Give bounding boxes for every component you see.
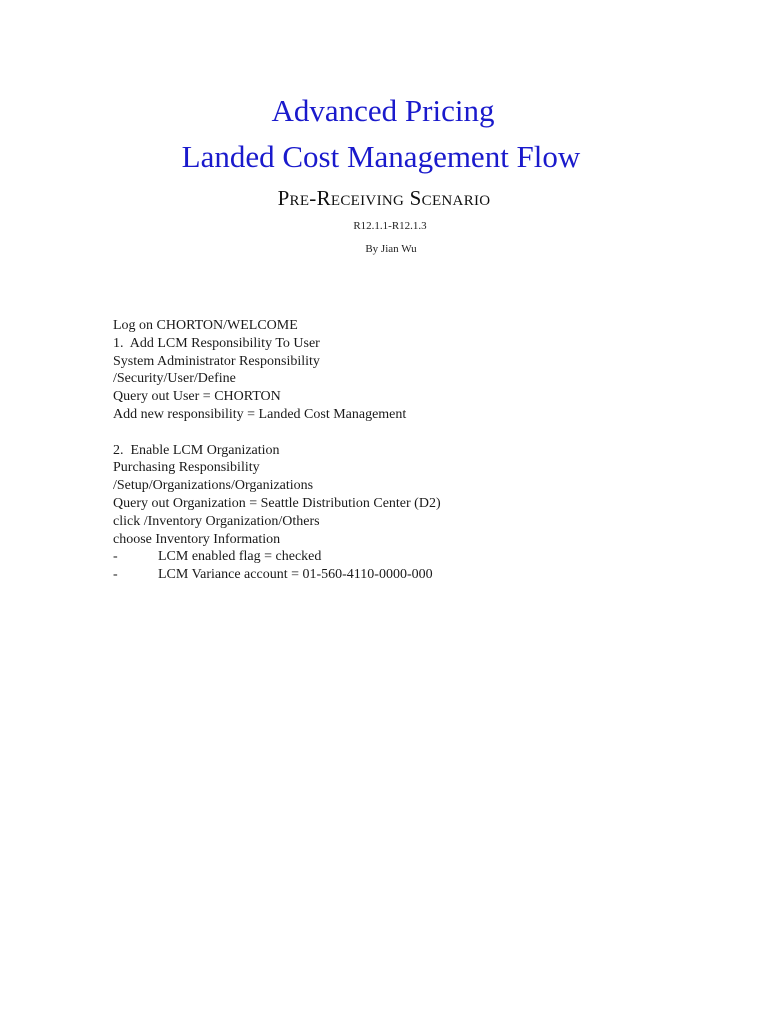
- section2-line: choose Inventory Information: [113, 531, 281, 547]
- author-text: By Jian Wu: [365, 243, 417, 255]
- section2-line: click /Inventory Organization/Others: [113, 513, 320, 529]
- document-body: [113, 317, 673, 584]
- document-subtitle: Pre-Receiving Scenario: [277, 186, 491, 210]
- bullet-item: [113, 566, 673, 584]
- bullet-text: LCM enabled flag = checked: [158, 549, 322, 565]
- bullet-dash: -: [113, 549, 118, 565]
- login-instruction: Log on CHORTON/WELCOME: [113, 318, 298, 333]
- bullet-text: LCM Variance account = 01-560-4110-0000-000: [158, 567, 433, 583]
- bullet-dash: -: [113, 567, 118, 583]
- document-title-line-2: Landed Cost Management Flow: [181, 139, 581, 174]
- section2-line: /Setup/Organizations/Organizations: [113, 478, 314, 494]
- section1-line: /Security/User/Define: [113, 371, 236, 387]
- bullet-item: [113, 548, 673, 566]
- section-heading-1: 1. Add LCM Responsibility To User: [113, 335, 320, 351]
- section1-line: Query out User = CHORTON: [113, 389, 281, 405]
- section2-line: Purchasing Responsibility: [113, 460, 260, 476]
- section-heading-2: 2. Enable LCM Organization: [113, 442, 280, 458]
- section2-line: Query out Organization = Seattle Distribution Center (D2): [113, 495, 441, 511]
- section1-line: Add new responsibility = Landed Cost Management: [113, 406, 407, 422]
- section1-line: System Administrator Responsibility: [113, 353, 320, 369]
- document-title: Advanced Pricing: [271, 93, 495, 128]
- version-text: R12.1.1-R12.1.3: [353, 220, 427, 232]
- blank-line: [113, 424, 673, 442]
